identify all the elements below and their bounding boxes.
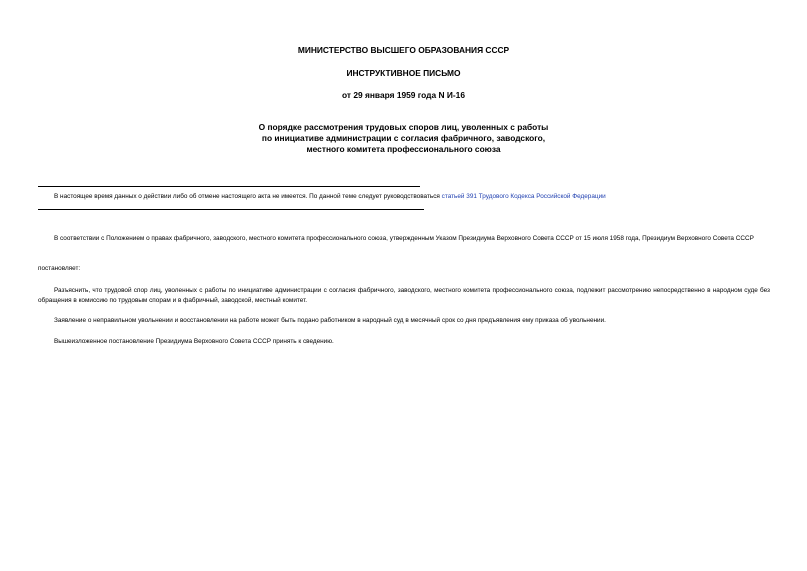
editorial-note-text: В настоящее время данных о действии либо об отмене настоящего акта не имеется. По данной теме следует руководствоваться xyxy=(54,193,442,200)
document-date-number: от 29 января 1959 года N И-16 xyxy=(342,90,465,100)
application-term-paragraph: Заявление о неправильном увольнении и восстановлении на работе может быть подано работником в народный суд в месячный срок со дня предъявления ему приказа об увольнении. xyxy=(54,317,606,324)
title-line-3: местного комитета профессионального союза xyxy=(306,144,501,154)
document-title xyxy=(0,122,807,155)
ministry-heading: МИНИСТЕРСТВО ВЫСШЕГО ОБРАЗОВАНИЯ СССР xyxy=(297,45,510,55)
final-paragraph: Вышеизложенное постановление Президиума Верховного Совета СССР принять к сведению. xyxy=(54,338,334,345)
labor-code-link[interactable]: статьей 391 Трудового Кодекса Российской Федерации xyxy=(441,193,606,200)
title-line-1: О порядке рассмотрения трудовых споров лиц, уволенных с работы xyxy=(258,122,549,132)
note-bottom-divider xyxy=(38,209,424,210)
preamble-paragraph: В соответствии с Положением о правах фабричного, заводского, местного комитета профессионального союза, утвержденным Указом Президиума Верховного Совета СССР от 15 июля 1958 года, Президиум Верховного Совета СССР xyxy=(54,235,754,242)
document-type-heading: ИНСТРУКТИВНОЕ ПИСЬМО xyxy=(346,68,461,78)
note-top-divider xyxy=(38,186,420,187)
clarification-paragraph: Разъяснить, что трудовой спор лиц, уволенных с работы по инициативе администрации с согласия фабричного, заводского, местного комитета профессионального союза, подлежит рассмотрению непосредственно в народном суде без обращения в комиссию по трудовым спорам и в фабричный, заводской, местный комитет. xyxy=(38,287,770,304)
title-line-2: по инициативе администрации с согласия фабричного, заводского, xyxy=(261,133,546,143)
editorial-note xyxy=(38,192,770,202)
resolves-paragraph: постановляет: xyxy=(38,265,81,272)
